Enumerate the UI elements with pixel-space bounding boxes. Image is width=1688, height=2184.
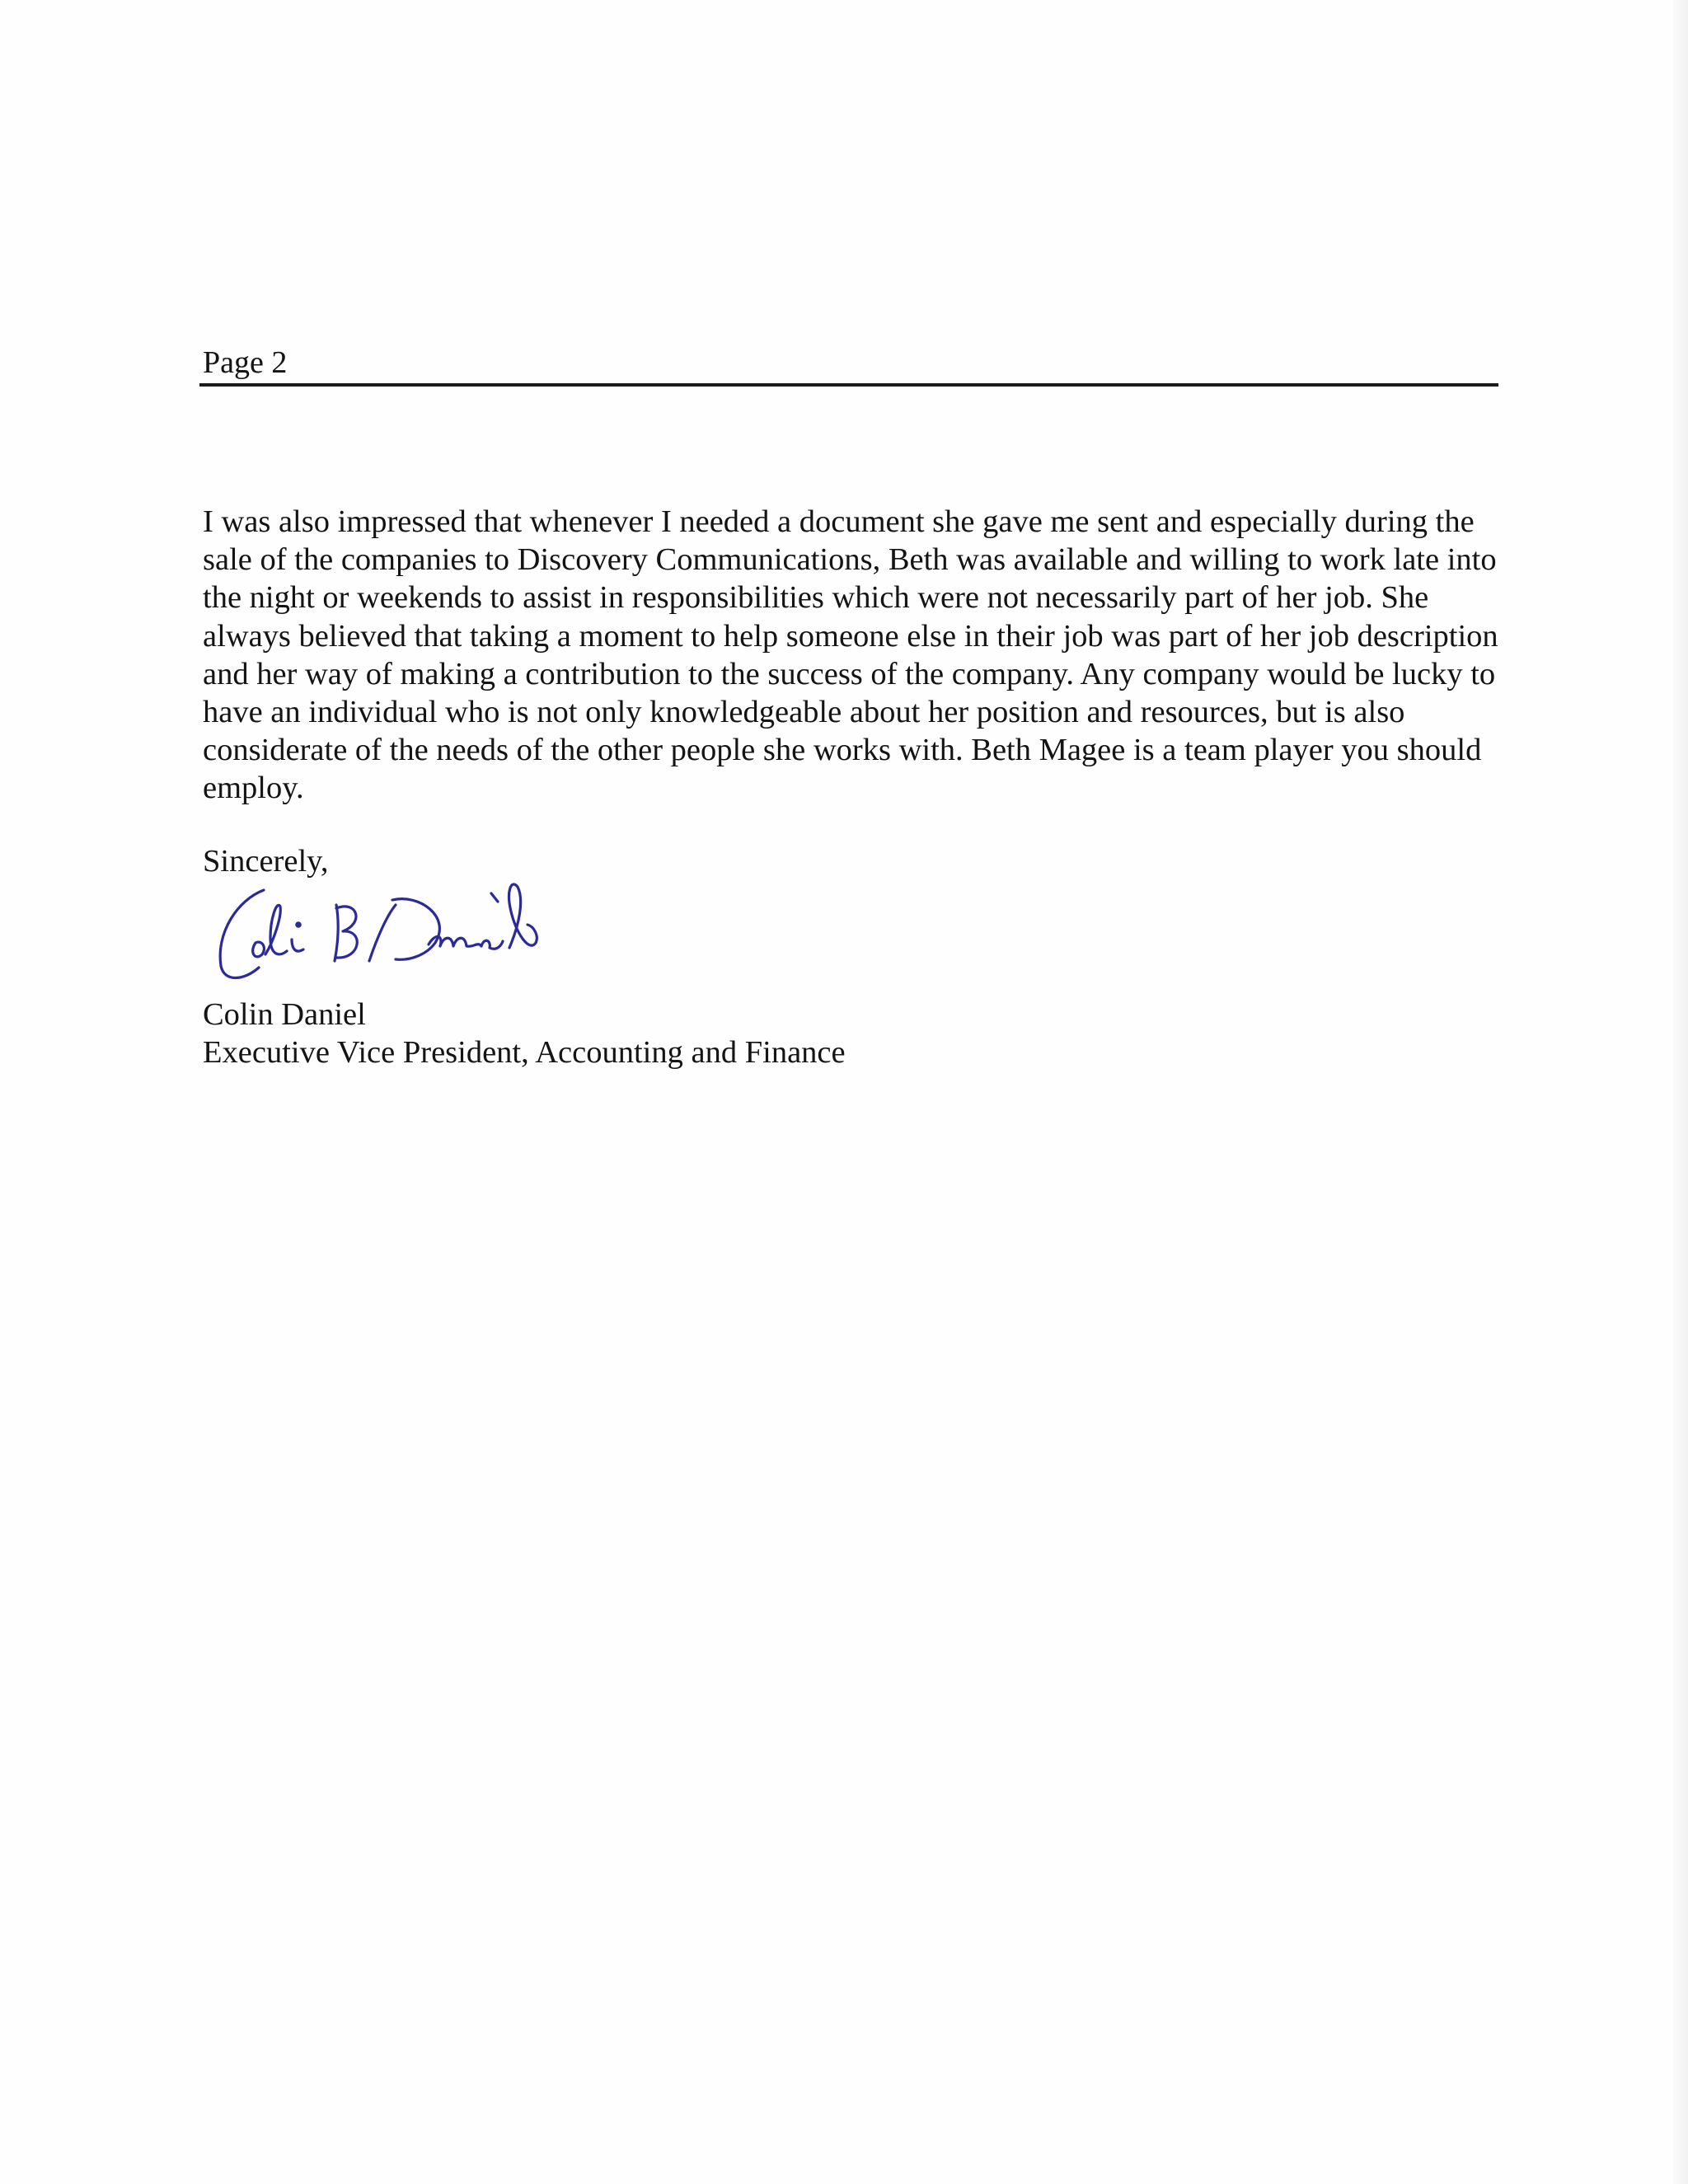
handwritten-signature-icon	[213, 875, 625, 991]
header-divider	[199, 383, 1498, 387]
scan-edge-shadow	[1673, 0, 1688, 2184]
page-number-header: Page 2	[203, 345, 288, 380]
signer-title: Executive Vice President, Accounting and Finance	[203, 1035, 846, 1070]
closing-salutation: Sincerely,	[203, 844, 329, 879]
signer-name: Colin Daniel	[203, 997, 366, 1032]
letter-body-paragraph: I was also impressed that whenever I needed a document she gave me sent and especially during the sale of the companies to Discovery Communications, Beth was available and willing to work late into the night or weekends to assist in responsibilities which were not necessarily part of her job. She always believed that taking a moment to help someone else in their job was part of her job description and her way of making a contribution to the success of the company. Any company would be lucky to have an individual who is not only knowledgeable about her position and resources, but is also considerate of the needs of the other people she works with. Beth Magee is a team player you should employ.	[203, 504, 1498, 806]
